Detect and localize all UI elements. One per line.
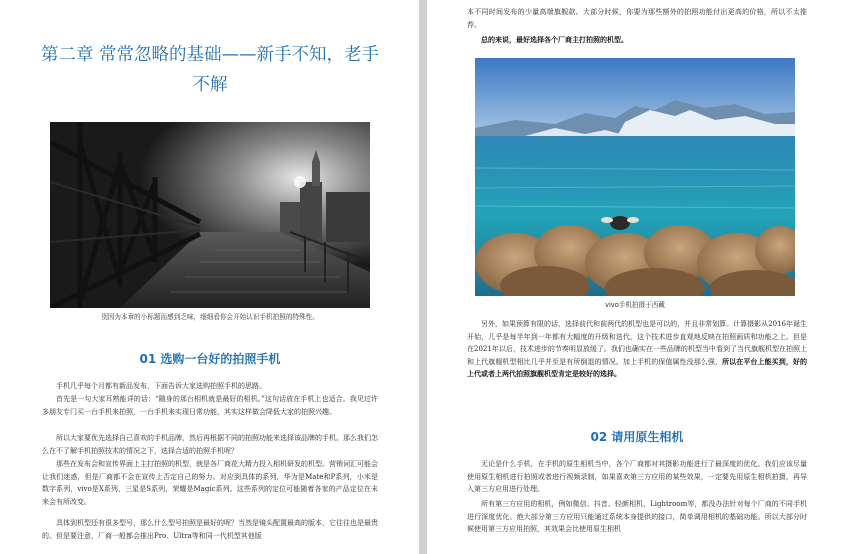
paragraph: 无论是什么手机，在手机的原生相机当中，各个厂商都对其摄影功能进行了最深度的优化。我们应该尽量使用原生相机进行拍照或者进行视频录制，如果喜欢第三方应用的某些效果，一定要先用原生相机拍摄，再导入第三方应用进行处理。 <box>467 460 807 494</box>
bridge-photo <box>50 122 370 308</box>
chapter-title-line2: 不解 <box>192 75 228 95</box>
page-gutter <box>419 0 427 554</box>
paragraph-continued: 本不同时间发布的少量高端旗舰款。大部分时候，你要为那些额外的拍照功能付出更高的价格，所以不太推荐。 <box>467 8 807 29</box>
tibet-lake-photo <box>475 58 795 296</box>
section-title-02: 02 请用原生相机 <box>590 430 684 444</box>
chapter-title-line1: 第二章 常常忽略的基础——新手不知，老手 <box>40 45 380 65</box>
paragraph: 所有第三方应用的相机，例如微信、抖音、轻颜相机、Lightroom等，都没办法针对每个厂商的不同手机进行深度优化。绝大部分第三方应用只能通过系统本身提供的接口，简单调用相机的基础功能。所以大部分时候使用第三方应用拍照，其效果会比使用原生相机 <box>467 500 807 534</box>
photo-caption: vivo手机拍摄于西藏 <box>605 301 665 309</box>
paragraph: 那些在发布会和宣传界面上主打拍照的机型，就是各厂商花大精力投入相机研发的机型。营销词汇可能会让我们迷惑，但是厂商都不会在宣传上否定自己的努力。对应到具体的系列，华为是Mate和P系列，小米是数字系列，vivo是X系列，三星是S系列，荣耀是Magic系列。这些系列的定位可能随着各家的产品定位在未来会有所改变。 <box>42 460 378 506</box>
paragraph: 具体到机型还有很多型号，那么什么型号拍照是最好的呢？当然是镜头配置最高的版本，它往往也是最贵的。但是要注意，厂商一般都会推出Pro、Ultra等和同一代机型其他版 <box>42 519 378 540</box>
photo-caption: 别因为本章的小标题而感到乏味，细细看你会开始认识手机拍照的特殊性。 <box>101 313 319 321</box>
section-title-01: 01 选购一台好的拍照手机 <box>139 352 281 366</box>
budget-conclusion: 所以在平台上能买到，好的上代或者上两代拍照旗舰机型肯定是较好的选择。 <box>467 356 807 379</box>
right-page <box>427 0 845 554</box>
paragraph: 所以大家要优先选择自己喜欢的手机品牌，然后再根据不同的拍照功能来选择该品牌的手机。那么我们怎么在不了解手机拍照技术的情况之下，选择合适的拍照手机呢？ <box>42 434 378 455</box>
paragraph: 首先是一句大家耳熟能详的话：“随身的那台相机就是最好的相机。”这句话放在手机上也适合。我见过许多朋友专门买一台手机来拍照，一台手机来实现日常功能，其实这样做会降低大家的拍照兴趣。 <box>42 395 378 416</box>
paragraph: 手机几乎每个月都有新品发布，下面告诉大家选购拍照手机的思路。 <box>56 382 266 390</box>
summary-statement: 总的来说，最好选择各个厂商主打拍照的机型。 <box>481 35 628 44</box>
paragraph-budget <box>467 318 807 381</box>
left-page <box>0 0 419 554</box>
budget-text: 另外，如果预算有限的话，选择前代和前两代的机型也是可以的，并且非常划算。计算摄影从2016年诞生开始，几乎是每半年到一年都有大幅度的升级和迭代，这个技术进步直观地反映在拍照画质和功能之上。但是在2021年以后，技术进步的节奏明显放缓了。我们也确实在一些品牌的机型当中看到了当代旗舰机型在拍照上和上代旗舰机型相比几乎并至是有所倒退的情况。加上手机的保值属性没那么强， <box>467 320 807 366</box>
chapter-title <box>30 40 390 100</box>
